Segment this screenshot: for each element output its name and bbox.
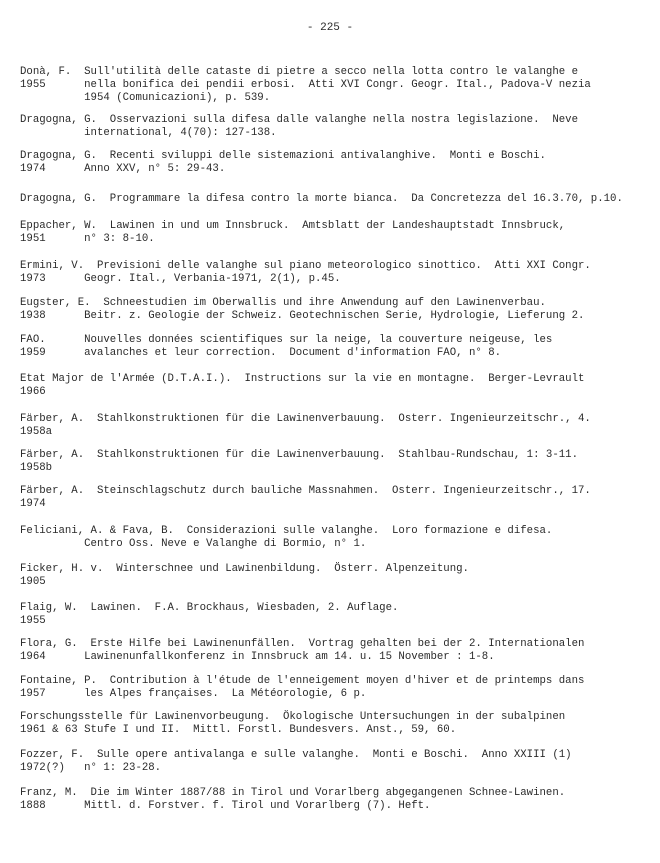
entry-line: 1964 Lawinenunfallkonferenz in Innsbruck am 14. u. 15 November : 1-8. [20, 651, 495, 663]
entry-line: Dragogna, G. Recenti sviluppi delle sistemazioni antivalanghive. Monti e Boschi. [20, 150, 546, 162]
bibliography-entry [20, 260, 591, 286]
entry-line: Färber, A. Stahlkonstruktionen für die Lawinenverbauung. Stahlbau-Rundschau, 1: 3-11. [20, 449, 578, 461]
entry-line: Eppacher, W. Lawinen in und um Innsbruck. Amtsblatt der Landeshauptstadt Innsbruck, [20, 220, 566, 232]
entry-line: Fontaine, P. Contribution à l'étude de l'enneigement moyen d'hiver et de printemps dans [20, 675, 585, 687]
entry-line: Dragogna, G. Programmare la difesa contro la morte bianca. Da Concretezza del 16.3.70, p.10. [20, 193, 623, 205]
bibliography-entry [20, 193, 623, 206]
entry-line: 1905 [20, 576, 46, 588]
bibliography-entry [20, 373, 584, 399]
entry-line: international, 4(70): 127-138. [20, 127, 277, 139]
bibliography-entry [20, 220, 565, 246]
bibliography-entry [20, 525, 552, 551]
entry-line: 1954 (Comunicazioni), p. 539. [20, 92, 271, 104]
entry-line: Dragogna, G. Osservazioni sulla difesa dalle valanghe nella nostra legislazione. Neve [20, 114, 578, 126]
entry-line: Flaig, W. Lawinen. F.A. Brockhaus, Wiesbaden, 2. Auflage. [20, 602, 399, 614]
entry-line: 1974 [20, 498, 46, 510]
entry-line: Fozzer, F. Sulle opere antivalanga e sulle valanghe. Monti e Boschi. Anno XXIII (1) [20, 749, 572, 761]
entry-line: Färber, A. Steinschlagschutz durch bauliche Massnahmen. Osterr. Ingenieurzeitschr., 17. [20, 485, 591, 497]
entry-line: 1958a [20, 426, 53, 438]
entry-line: 1961 & 63 Stufe I und II. Mittl. Forstl. Bundesvers. Anst., 59, 60. [20, 724, 457, 736]
entry-line: Feliciani, A. & Fava, B. Considerazioni sulle valanghe. Loro formazione e difesa. [20, 525, 553, 537]
page-number: - 225 - [306, 22, 354, 34]
entry-line: FAO. Nouvelles données scientifiques sur la neige, la couverture neigeuse, les [20, 334, 553, 346]
entry-line: 1974 Anno XXV, n° 5: 29-43. [20, 163, 226, 175]
entry-line: Färber, A. Stahlkonstruktionen für die Lawinenverbauung. Osterr. Ingenieurzeitschr., 4. [20, 413, 591, 425]
entry-line: Ficker, H. v. Winterschnee und Lawinenbildung. Österr. Alpenzeitung. [20, 563, 469, 575]
entry-line: 1888 Mittl. d. Forstver. f. Tirol und Vorarlberg (7). Heft. [20, 800, 431, 812]
bibliography-entry [20, 563, 469, 589]
entry-line: 1973 Geogr. Ital., Verbania-1971, 2(1), p.45. [20, 273, 341, 285]
bibliography-entry [20, 334, 552, 360]
bibliography-entry [20, 413, 591, 439]
bibliography-entry [20, 638, 584, 664]
entry-line: Forschungsstelle für Lawinenvorbeugung. Ökologische Untersuchungen in der subalpinen [20, 711, 566, 723]
entry-line: 1958b [20, 462, 53, 474]
entry-line: Etat Major de l'Armée (D.T.A.I.). Instructions sur la vie en montagne. Berger-Levrault [20, 373, 585, 385]
entry-line: 1972(?) n° 1: 23-28. [20, 762, 162, 774]
entry-line: Centro Oss. Neve e Valanghe di Bormio, n° 1. [20, 538, 367, 550]
entry-line: 1959 avalanches et leur correction. Document d'information FAO, n° 8. [20, 347, 502, 359]
entry-line: Ermini, V. Previsioni delle valanghe sul piano meteorologico sinottico. Atti XXI Congr. [20, 260, 591, 272]
entry-line: 1938 Beitr. z. Geologie der Schweiz. Geotechnischen Serie, Hydrologie, Lieferung 2. [20, 310, 585, 322]
entry-line: 1951 n° 3: 8-10. [20, 233, 155, 245]
entry-line: Franz, M. Die im Winter 1887/88 in Tirol und Vorarlberg abgegangenen Schnee-Lawinen. [20, 787, 566, 799]
bibliography-entry [20, 485, 591, 511]
entry-line: 1955 [20, 615, 46, 627]
entry-line: 1966 [20, 386, 46, 398]
entry-line: 1957 les Alpes françaises. La Météorologie, 6 p. [20, 688, 367, 700]
bibliography-entry [20, 114, 578, 140]
bibliography-entry [20, 66, 591, 105]
bibliography-entry [20, 602, 398, 628]
entry-line: Eugster, E. Schneestudien im Oberwallis und ihre Anwendung auf den Lawinenverbau. [20, 297, 546, 309]
bibliography-entry [20, 449, 578, 475]
entry-line: Donà, F. Sull'utilità delle cataste di pietre a secco nella lotta contro le valanghe e [20, 66, 578, 78]
bibliography-entry [20, 711, 565, 737]
entry-line: 1955 nella bonifica dei pendii erbosi. Atti XVI Congr. Geogr. Ital., Padova-V nezia [20, 79, 591, 91]
bibliography-entry [20, 150, 546, 176]
bibliography-entry [20, 297, 584, 323]
bibliography-entry [20, 675, 584, 701]
bibliography-entry [20, 749, 572, 775]
bibliography-entry [20, 787, 565, 813]
entry-line: Flora, G. Erste Hilfe bei Lawinenunfällen. Vortrag gehalten bei der 2. Internationalen [20, 638, 585, 650]
